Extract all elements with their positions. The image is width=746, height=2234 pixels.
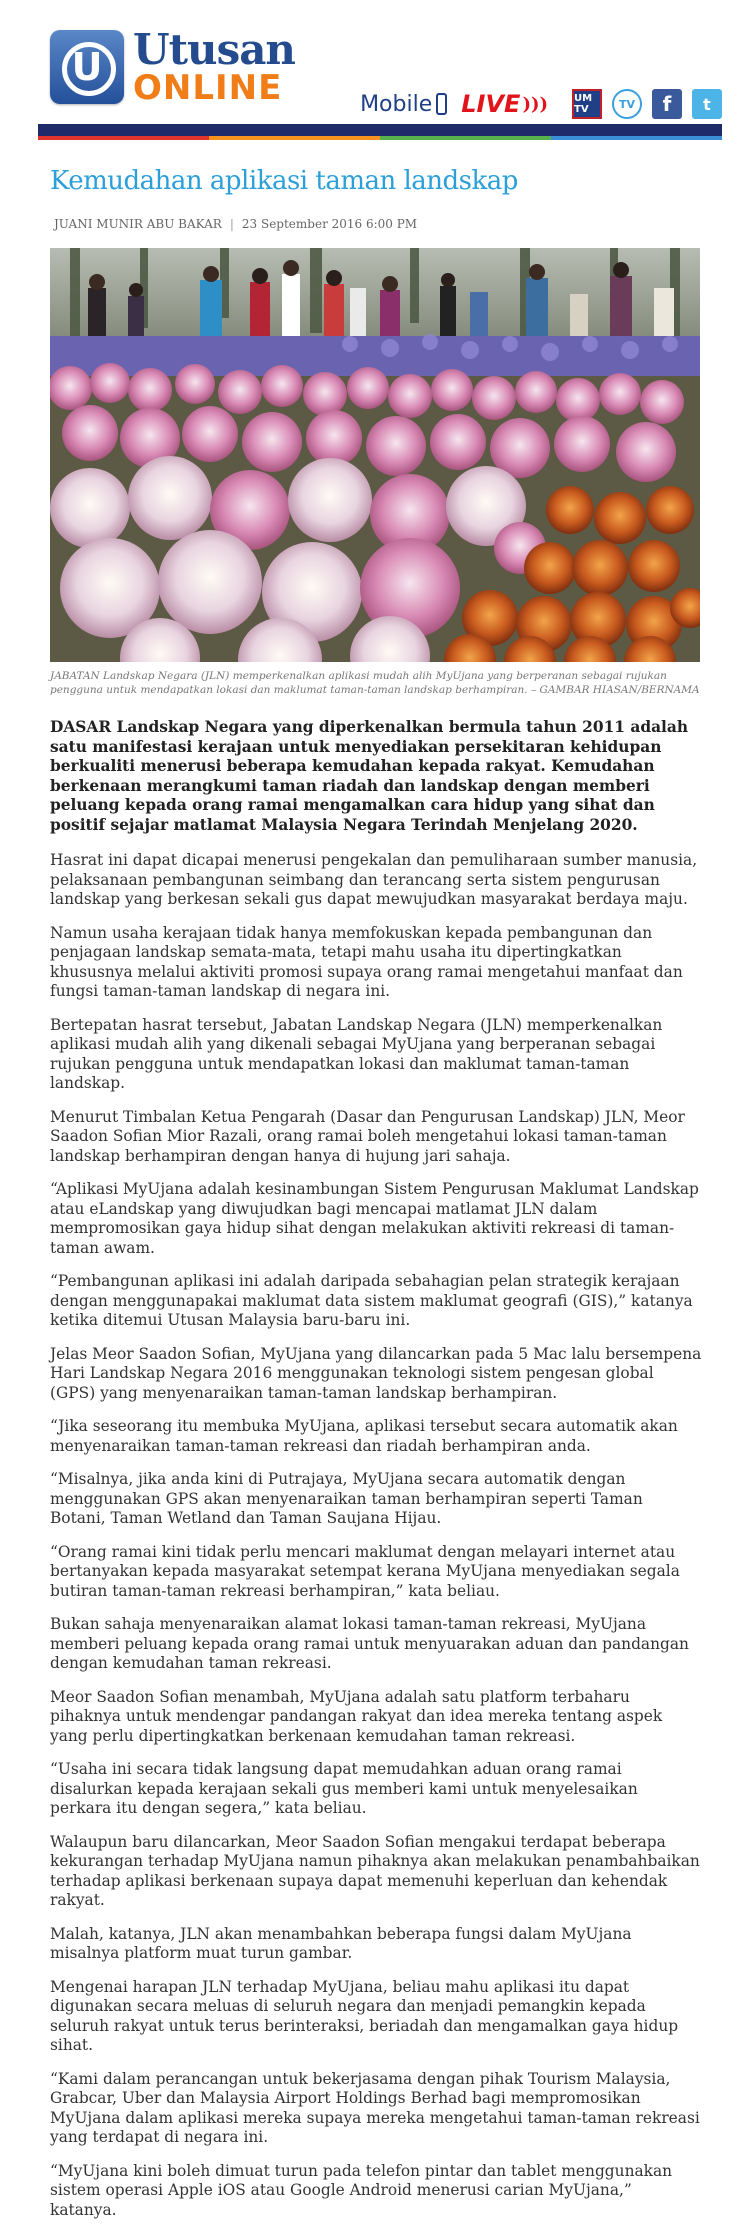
article-paragraph: Jelas Meor Saadon Sofian, MyUjana yang dilancarkan pada 5 Mac lalu bersempena Hari Landskap Negara 2016 menggunakan teknologi sistem pengesan global (GPS) yang menyenaraikan taman-taman landskap berhampiran. [50, 1344, 702, 1402]
logo-text-online[interactable]: ONLINE [133, 68, 283, 108]
phone-icon[interactable] [436, 93, 447, 115]
broadcast-waves-icon: ))) [522, 93, 548, 115]
logo-text-utusan[interactable]: Utusan [133, 25, 295, 74]
article-paragraph: Meor Saadon Sofian menambah, MyUjana adalah satu platform terbaharu pihaknya untuk mendengar pandangan rakyat dan idea mereka tentang aspek yang perlu dipertingkatkan berkenaan kemudahan taman rekreasi. [50, 1687, 663, 1745]
article-paragraph: Walaupun baru dilancarkan, Meor Saadon Sofian mengakui terdapat beberapa kekurangan terhadap MyUjana namun pihaknya akan melakukan penambahbaikan terhadap aplikasi berkenaan supaya dapat memenuhi keperluan dan kehendak rakyat. [50, 1832, 700, 1909]
article-title: Kemudahan aplikasi taman landskap [50, 166, 518, 196]
article-paragraph: Mengenai harapan JLN terhadap MyUjana, beliau mahu aplikasi itu dapat digunakan secara meluas di seluruh negara dan menjadi pemangkin kepada seluruh rakyat untuk terus berinteraksi, beriadah dan mengamalkan gaya hidup sihat. [50, 1977, 679, 2054]
article-lead: DASAR Landskap Negara yang diperkenalkan bermula tahun 2011 adalah satu manifestasi kerajaan untuk menyediakan persekitaran kehidupan berkualiti menerusi beberapa kemudahan kepada rakyat. Kemudahan berkenaan merangkumi taman riadah dan landskap dengan memberi peluang kepada orang ramai mengamalkan cara hidup yang sihat dan positif sejajar matlamat Malaysia Negara Terindah Menjelang 2020. [50, 718, 689, 834]
facebook-icon[interactable]: f [652, 89, 682, 119]
article-paragraph: Malah, katanya, JLN akan menambahkan beberapa fungsi dalam MyUjana misalnya platform muat turun gambar. [50, 1924, 632, 1962]
article-paragraph: Bertepatan hasrat tersebut, Jabatan Landskap Negara (JLN) memperkenalkan aplikasi mudah alih yang dikenali sebagai MyUjana yang berperanan sebagai rujukan pengguna untuk mendapatkan lokasi dan maklumat taman-taman landskap. [50, 1015, 663, 1092]
article-paragraph: “Jika seseorang itu membuka MyUjana, aplikasi tersebut secara automatik akan menyenaraikan taman-taman rekreasi dan riadah berhampiran anda. [50, 1417, 678, 1455]
article-paragraph: “Kami dalam perancangan untuk bekerjasama dengan pihak Tourism Malaysia, Grabcar, Uber dan Malaysia Airport Holdings Berhad bagi mempromosikan MyUjana dalam aplikasi mereka supaya mereka mengetahui taman-taman rekreasi yang terdapat di negara ini. [50, 2069, 700, 2146]
logo-letter: U [71, 45, 103, 89]
article-paragraph: Bukan sahaja menyenaraikan alamat lokasi taman-taman rekreasi, MyUjana memberi peluang kepada orang ramai untuk menyuarakan aduan dan pandangan dengan kemudahan taman rekreasi. [50, 1615, 689, 1672]
umtv-icon[interactable]: UM TV [572, 89, 602, 119]
mobile-link[interactable]: Mobile [360, 91, 433, 117]
publish-date: 23 September 2016 6:00 PM [241, 217, 418, 231]
utusan-logo-icon[interactable] [50, 30, 124, 104]
site-header [38, 26, 722, 124]
article-paragraph: “Orang ramai kini tidak perlu mencari maklumat dengan melayari internet atau bertanyakan kepada masyarakat setempat kerana MyUjana menyediakan segala butiran taman-taman rekreasi berhampiran,” kata beliau. [50, 1542, 680, 1600]
article-photo [50, 248, 700, 662]
author-name[interactable]: JUANI MUNIR ABU BAKAR [54, 217, 222, 231]
article-paragraph: Hasrat ini dapat dicapai menerusi pengekalan dan pemuliharaan sumber manusia, pelaksanaan pembangunan seimbang dan terancang serta sistem pengurusan landskap yang berkesan sekali gus dapat mewujudkan masyarakat berdaya maju. [50, 851, 698, 908]
article-byline [54, 216, 417, 232]
article-body [50, 718, 702, 2234]
article-paragraph: “Usaha ini secara tidak langsung dapat memudahkan aduan orang ramai disalurkan kepada kerajaan sekali gus memberi kami untuk menyelesaikan perkara itu dengan segera,” kata beliau. [50, 1760, 638, 1817]
live-link[interactable]: LIVE [461, 90, 521, 118]
header-color-stripe [38, 136, 722, 140]
article-paragraph: “Misalnya, jika anda kini di Putrajaya, MyUjana secara automatik dengan menggunakan GPS akan menyenaraikan taman berhampiran seperti Taman Botani, Taman Wetland dan Taman Saujana Hijau. [50, 1470, 643, 1527]
article-paragraph: Menurut Timbalan Ketua Pengarah (Dasar dan Pengurusan Landskap) JLN, Meor Saadon Sofian Mior Razali, orang ramai boleh mengetahui lokasi taman-taman landskap berhampiran dengan hanya di hujung jari sahaja. [50, 1107, 685, 1165]
photo-caption: JABATAN Landskap Negara (JLN) memperkenalkan aplikasi mudah alih MyUjana yang berperanan sebagai rujukan pengguna untuk mendapatkan lokasi dan maklumat taman-taman landskap berhampiran. – GAMBAR HIASAN/BERNAMA [50, 670, 700, 696]
article-paragraph: Namun usaha kerajaan tidak hanya memfokuskan kepada pembangunan dan penjagaan landskap semata-mata, tetapi mahu usaha itu dipertingkatkan khususnya melalui aktiviti promosi supaya orang ramai mengetahui manfaat dan fungsi taman-taman landskap di negara ini. [50, 923, 683, 1000]
header-nav [360, 86, 722, 122]
article-paragraph: “Aplikasi MyUjana adalah kesinambungan Sistem Pengurusan Maklumat Landskap atau eLandskap yang diwujudkan bagi mencapai matlamat JLN dalam mempromosikan gaya hidup sihat dengan melakukan aktiviti rekreasi di taman-taman awam. [50, 1180, 699, 1257]
byline-separator: | [229, 217, 234, 231]
twitter-icon[interactable]: t [692, 89, 722, 119]
article-paragraph: “Pembangunan aplikasi ini adalah daripada sebahagian pelan strategik kerajaan dengan menggunapakai maklumat data sistem maklumat geografi (GIS),” katanya ketika ditemui Utusan Malaysia baru-baru ini. [50, 1272, 693, 1329]
tv-icon[interactable]: TV [612, 89, 642, 119]
flower-garden-image [50, 248, 700, 662]
header-bar [38, 124, 722, 136]
article-paragraph: “MyUjana kini boleh dimuat turun pada telefon pintar dan tablet menggunakan sistem operasi Apple iOS atau Google Android menerusi carian MyUjana,” katanya. [50, 2161, 673, 2219]
